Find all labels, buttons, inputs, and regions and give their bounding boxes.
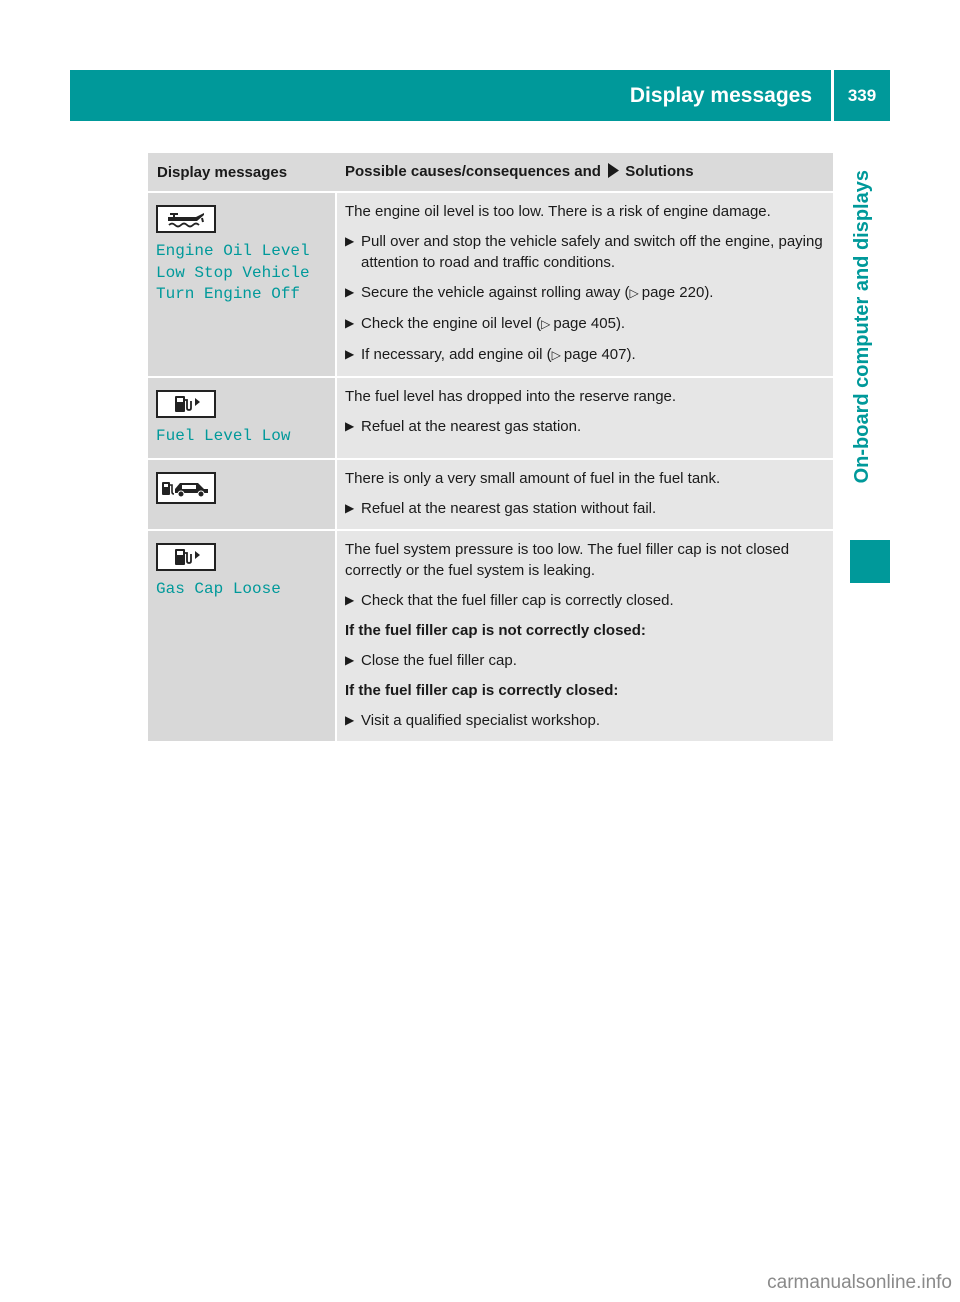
page-reference-link[interactable]: page 405: [553, 315, 616, 332]
column-header-solutions-text: Solutions: [625, 163, 694, 180]
solution-step: ▶ Secure the vehicle against rolling away (▷ page 220).: [345, 282, 827, 304]
display-message-text: Fuel Level Low: [156, 427, 291, 445]
step-arrow-icon: ▶: [345, 712, 355, 727]
fuel-pump-icon: [156, 543, 216, 571]
page-reference-link[interactable]: page 220: [641, 284, 705, 301]
page-ref-icon: ▷: [629, 286, 639, 300]
display-message-cell: [148, 459, 336, 530]
display-message-cell: [148, 192, 336, 377]
solution-cell: [336, 192, 833, 377]
solution-cell: [336, 377, 833, 459]
step-arrow-icon: ▶: [345, 652, 355, 667]
chapter-tab: [845, 170, 879, 540]
cause-text: The engine oil level is too low. There is a risk of engine damage.: [345, 203, 771, 220]
step-arrow-icon: ▶: [345, 316, 355, 330]
cause-text: The fuel level has dropped into the reserve range.: [345, 388, 677, 405]
solution-step: ▶ Visit a qualified specialist workshop.: [345, 711, 601, 729]
table-row: [148, 377, 833, 459]
table-header-row: [148, 153, 833, 192]
page-reference-link[interactable]: page 407: [563, 346, 627, 363]
solution-step: ▶ Refuel at the nearest gas station.: [345, 418, 582, 435]
condition-heading: If the fuel filler cap is not correctly closed:: [345, 621, 646, 639]
fuel-car-icon: [156, 472, 216, 504]
step-arrow-icon: ▶: [345, 419, 355, 433]
solution-arrow-icon: [607, 163, 619, 182]
table-row: [148, 530, 833, 742]
engine-oil-can-icon: [156, 205, 216, 233]
step-arrow-icon: ▶: [345, 285, 355, 299]
solution-step: ▶ Close the fuel filler cap.: [345, 651, 517, 669]
page-ref-icon: ▷: [551, 348, 561, 362]
display-message-cell: [148, 377, 336, 459]
fuel-pump-icon: [156, 390, 216, 418]
step-arrow-icon: ▶: [345, 347, 355, 361]
chapter-tab-label: On-board computer and displays: [850, 170, 873, 484]
chapter-tab-marker: [850, 540, 890, 583]
display-message-cell: [148, 530, 336, 742]
solution-step: ▶ If necessary, add engine oil (▷ page 407).: [345, 344, 827, 366]
column-header-causes: [336, 153, 833, 192]
cause-text: The fuel system pressure is too low. The fuel filler cap is not closed correctly or the fuel system is leaking.: [345, 540, 790, 579]
display-messages-table: [148, 153, 833, 743]
page-title: Display messages: [629, 83, 812, 107]
table-row: [148, 192, 833, 377]
solution-cell: [336, 459, 833, 530]
step-arrow-icon: ▶: [345, 592, 355, 607]
step-arrow-icon: ▶: [345, 500, 355, 515]
watermark: carmanualsonline.info: [767, 1272, 952, 1293]
table-row: [148, 459, 833, 530]
solution-step: ▶ Check the engine oil level (▷ page 405).: [345, 313, 827, 335]
column-header-display-messages: Display messages: [148, 153, 336, 192]
solution-cell: [336, 530, 833, 742]
display-message-text: Gas Cap Loose: [156, 579, 281, 598]
solution-step: ▶ Refuel at the nearest gas station without fail.: [345, 499, 657, 517]
solution-step: ▶ Check that the fuel filler cap is correctly closed.: [345, 591, 674, 609]
display-message-text: Engine Oil Level Low Stop Vehicle Turn Engine Off: [156, 242, 310, 303]
page-number: 339: [847, 85, 877, 105]
condition-heading: If the fuel filler cap is correctly closed:: [345, 681, 619, 699]
column-header-causes-text: Possible causes/consequences and: [345, 163, 601, 180]
page-ref-icon: ▷: [541, 317, 551, 331]
solution-step: ▶ Pull over and stop the vehicle safely and switch off the engine, paying attention to road and traffic conditions.: [345, 233, 823, 271]
step-arrow-icon: ▶: [345, 234, 355, 248]
cause-text: There is only a very small amount of fuel in the fuel tank.: [345, 469, 721, 487]
